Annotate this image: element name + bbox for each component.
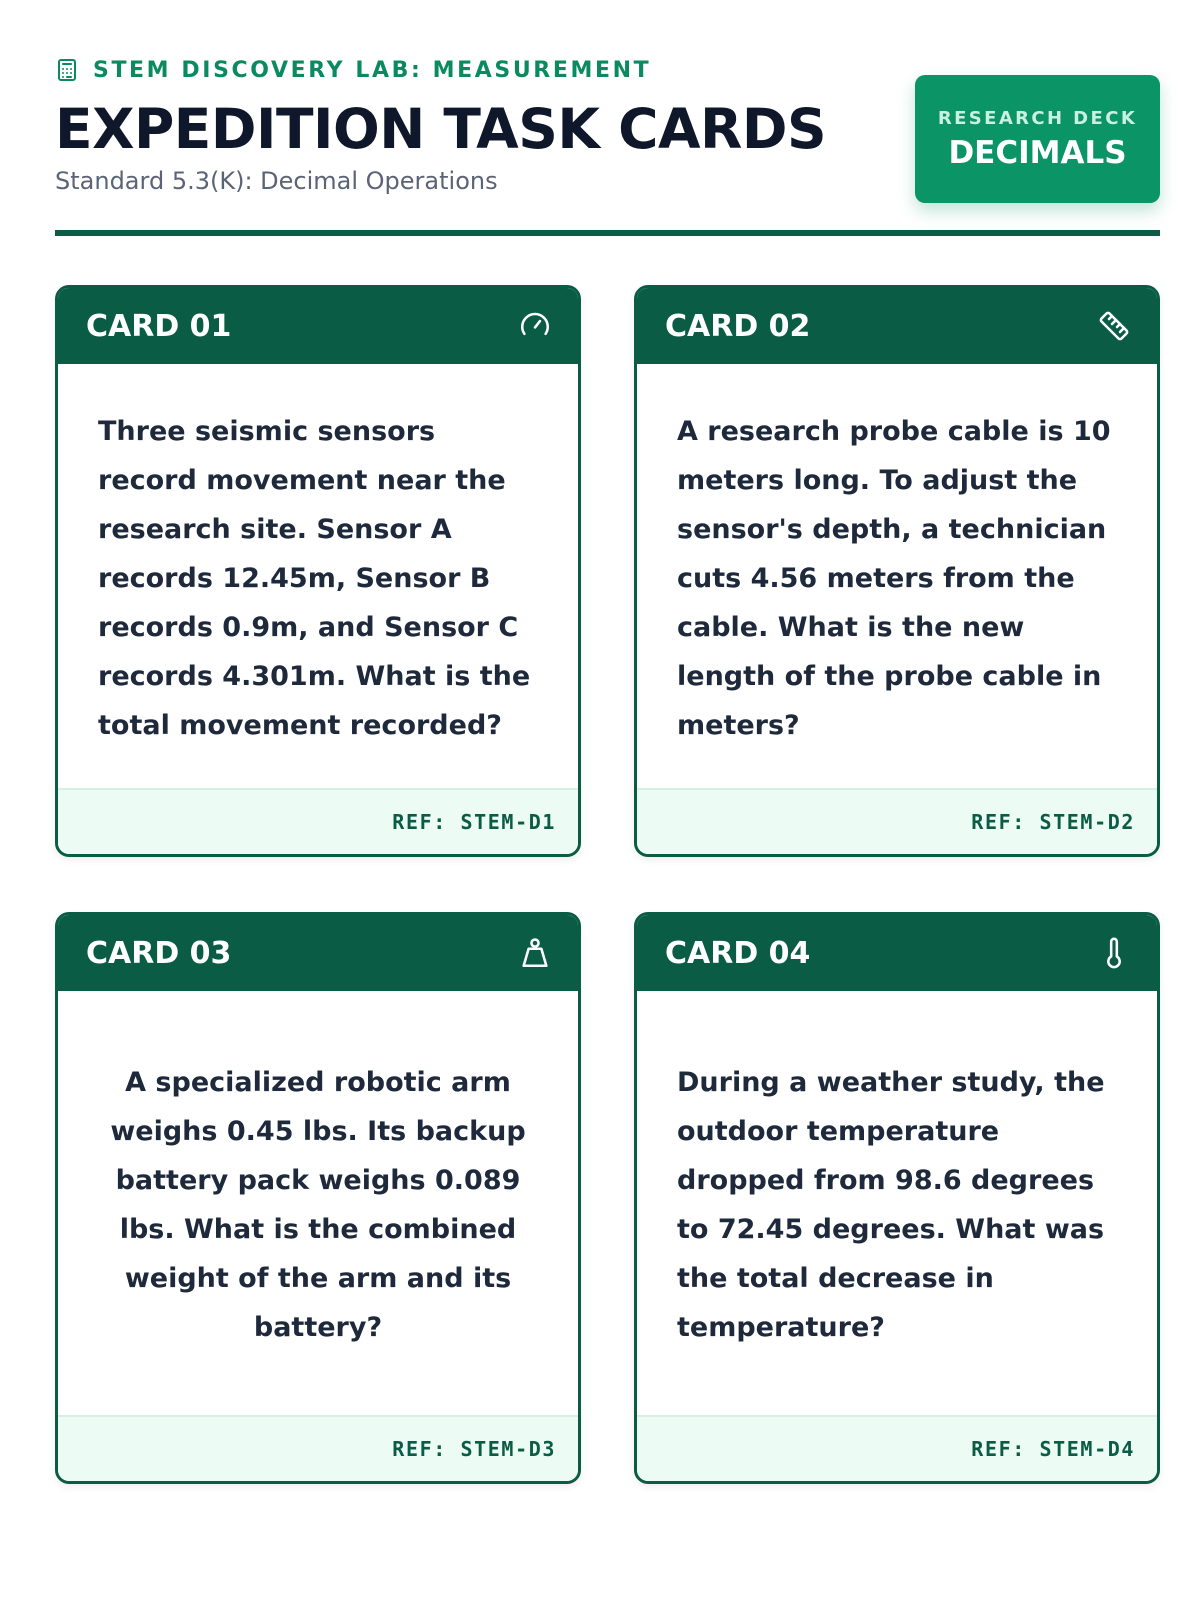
page-title: EXPEDITION TASK CARDS [55, 97, 827, 161]
card-body [58, 991, 578, 1419]
card-problem-text: A research probe cable is 10 meters long. To adjust the sensor's depth, a technician cuts 4.56 meters from the cable. What is the new length of the probe cable in meters? [677, 415, 1111, 741]
card-header [58, 288, 578, 364]
card-title: CARD 02 [665, 308, 811, 344]
thermometer-icon [1097, 936, 1131, 970]
weight-icon [518, 936, 552, 970]
card-ref: REF: STEM-D3 [392, 1437, 556, 1461]
card-body [637, 991, 1157, 1419]
task-card-03 [55, 912, 581, 1484]
card-body [58, 364, 578, 792]
card-title: CARD 04 [665, 935, 811, 971]
eyebrow-text: STEM DISCOVERY LAB: MEASUREMENT [93, 57, 652, 83]
card-footer [637, 788, 1157, 854]
card-footer [637, 1415, 1157, 1481]
task-card-01 [55, 285, 581, 857]
task-card-02 [634, 285, 1160, 857]
header-divider [55, 230, 1160, 236]
deck-badge [915, 75, 1160, 203]
page-header [55, 55, 1160, 235]
card-title: CARD 01 [86, 308, 232, 344]
deck-badge-value: DECIMALS [948, 134, 1127, 171]
card-problem-text: Three seismic sensors record movement near the research site. Sensor A records 12.45m, Sensor B records 0.9m, and Sensor C records 4.301m. What is the total movement recorded? [98, 415, 531, 741]
card-footer [58, 788, 578, 854]
task-card-04 [634, 912, 1160, 1484]
card-problem-text: A specialized robotic arm weighs 0.45 lbs. Its backup battery pack weighs 0.089 lbs. What is the combined weight of the arm and its battery? [110, 1067, 526, 1343]
card-ref: REF: STEM-D1 [392, 810, 556, 834]
eyebrow [55, 55, 651, 85]
deck-badge-label: RESEARCH DECK [937, 107, 1138, 129]
card-title: CARD 03 [86, 935, 232, 971]
card-footer [58, 1415, 578, 1481]
ruler-icon [1097, 309, 1131, 343]
card-problem-text: During a weather study, the outdoor temperature dropped from 98.6 degrees to 72.45 degrees. What was the total decrease in temperature? [677, 1067, 1105, 1343]
card-header [637, 288, 1157, 364]
calculator-icon [55, 58, 79, 82]
card-body [637, 364, 1157, 792]
gauge-icon [518, 309, 552, 343]
card-ref: REF: STEM-D2 [971, 810, 1135, 834]
card-header [637, 915, 1157, 991]
page-subtitle: Standard 5.3(K): Decimal Operations [55, 167, 498, 195]
card-header [58, 915, 578, 991]
card-ref: REF: STEM-D4 [971, 1437, 1135, 1461]
